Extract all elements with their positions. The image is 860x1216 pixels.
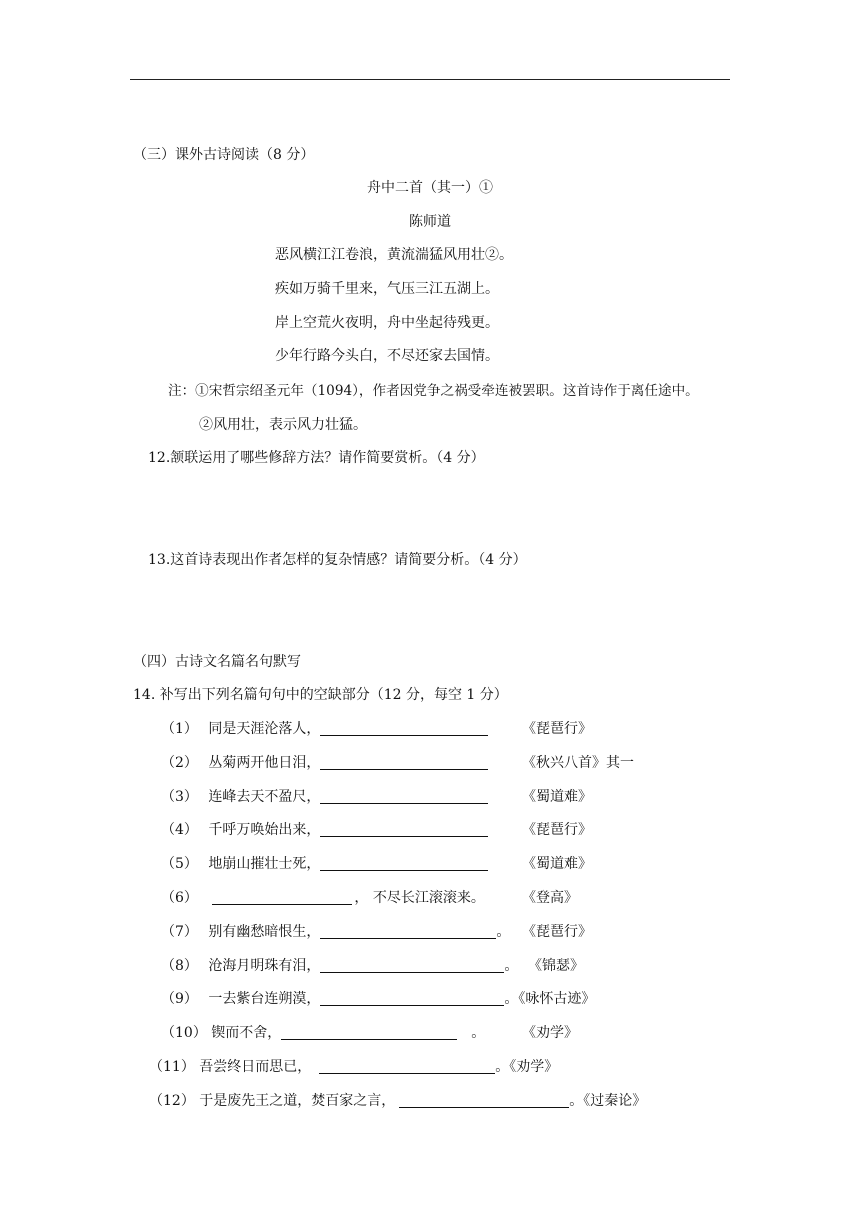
fill-item-11 [149,1058,558,1076]
item-number: （6） [161,890,198,906]
poem-line-4: 少年行路今头白，不尽还家去国情。 [275,348,499,364]
question-14-heading: 14. 补写出下列名篇句句中的空缺部分（12 分，每空 1 分） [133,687,508,703]
item-text: 别有幽愁暗恨生， [208,924,321,940]
item-after: ， 不尽长江滚滚来。 [354,890,485,906]
fill-item-8 [161,957,518,975]
item-source: 《琵琶行》 [522,721,592,737]
item-number: （4） [161,822,198,838]
answer-blank[interactable] [212,890,352,905]
item-text: 锲而不舍， [211,1025,282,1041]
answer-blank[interactable] [320,755,488,770]
item-source: 《蜀道难》 [522,856,592,872]
answer-blank[interactable] [319,1059,495,1074]
item-number: （1） [161,721,198,737]
item-text: 千呼万唤始出来， [208,822,321,838]
item-number: （7） [161,924,198,940]
item-number: （8） [161,958,198,974]
item-source: 《秋兴八首》其一 [522,755,634,771]
item-after: 。 [471,1025,486,1041]
answer-blank[interactable] [320,822,488,837]
item-number: （11） [149,1059,195,1075]
poem-line-2: 疾如万骑千里来，气压三江五湖上。 [275,281,499,297]
item-after: 。 [495,1059,510,1075]
item-source: 《劝学》 [522,1025,578,1041]
poem-title: 舟中二首（其一）① [367,180,493,196]
question-12: 12.颔联运用了哪些修辞方法？请作简要赏析。（4 分） [148,450,485,466]
answer-blank[interactable] [320,856,488,871]
answer-blank[interactable] [320,789,488,804]
answer-blank[interactable] [320,924,496,939]
fill-item-6 [161,889,485,907]
fill-item-10 [161,1024,485,1042]
poem-note-2: ②风用壮，表示风力壮猛。 [199,417,367,433]
fill-item-3 [161,788,488,806]
section3-heading: （三）课外古诗阅读（8 分） [133,147,315,163]
question-13: 13.这首诗表现出作者怎样的复杂情感？请简要分析。（4 分） [148,552,527,568]
answer-blank[interactable] [399,1093,569,1108]
item-after: 。 [496,924,511,940]
answer-blank[interactable] [320,721,488,736]
item-number: （9） [161,991,198,1007]
item-number: （10） [161,1025,207,1041]
item-source: 《琵琶行》 [522,924,592,940]
item-text: 一去紫台连朔漠， [208,991,321,1007]
item-text: 连峰去天不盈尺， [208,789,321,805]
answer-blank[interactable] [281,1025,457,1040]
item-number: （3） [161,789,198,805]
item-source: 《过秦论》 [583,1093,647,1109]
item-number: （5） [161,856,198,872]
poem-note-1: 注：①宋哲宗绍圣元年（1094），作者因党争之祸受牵连被罢职。这首诗作于离任途中。 [168,383,699,399]
answer-blank[interactable] [320,958,504,973]
fill-item-2 [161,754,488,772]
item-after: 。 [504,991,519,1007]
item-source: 《咏怀古迹》 [518,991,596,1007]
item-source: 《锦瑟》 [528,958,584,974]
item-text: 吾尝终日而思已， [199,1059,312,1075]
item-source: 《劝学》 [509,1059,559,1075]
item-text: 地崩山摧壮士死， [208,856,321,872]
item-text: 丛菊两开他日泪， [208,755,321,771]
item-source: 《登高》 [522,890,578,906]
fill-item-7 [161,923,510,941]
fill-item-4 [161,821,488,839]
item-after: 。 [504,958,519,974]
fill-item-5 [161,855,488,873]
poem-line-3: 岸上空荒火夜明，舟中坐起待残更。 [275,315,499,331]
item-source: 《蜀道难》 [522,789,592,805]
item-number: （12） [149,1093,195,1109]
section4-heading: （四）古诗文名篇名句默写 [133,654,301,670]
header-rule [130,79,730,80]
item-source: 《琵琶行》 [522,822,592,838]
item-number: （2） [161,755,198,771]
poem-author: 陈师道 [409,214,451,230]
fill-item-1 [161,720,488,738]
fill-item-9 [161,990,595,1008]
item-text: 同是天涯沦落人， [208,721,321,737]
item-text: 于是废先王之道，焚百家之言， [199,1093,396,1109]
item-after: 。 [569,1093,584,1109]
answer-blank[interactable] [320,991,504,1006]
poem-line-1: 恶风横江江卷浪，黄流湍猛风用壮②。 [275,247,513,263]
fill-item-12 [149,1092,646,1110]
item-text: 沧海月明珠有泪， [208,958,321,974]
